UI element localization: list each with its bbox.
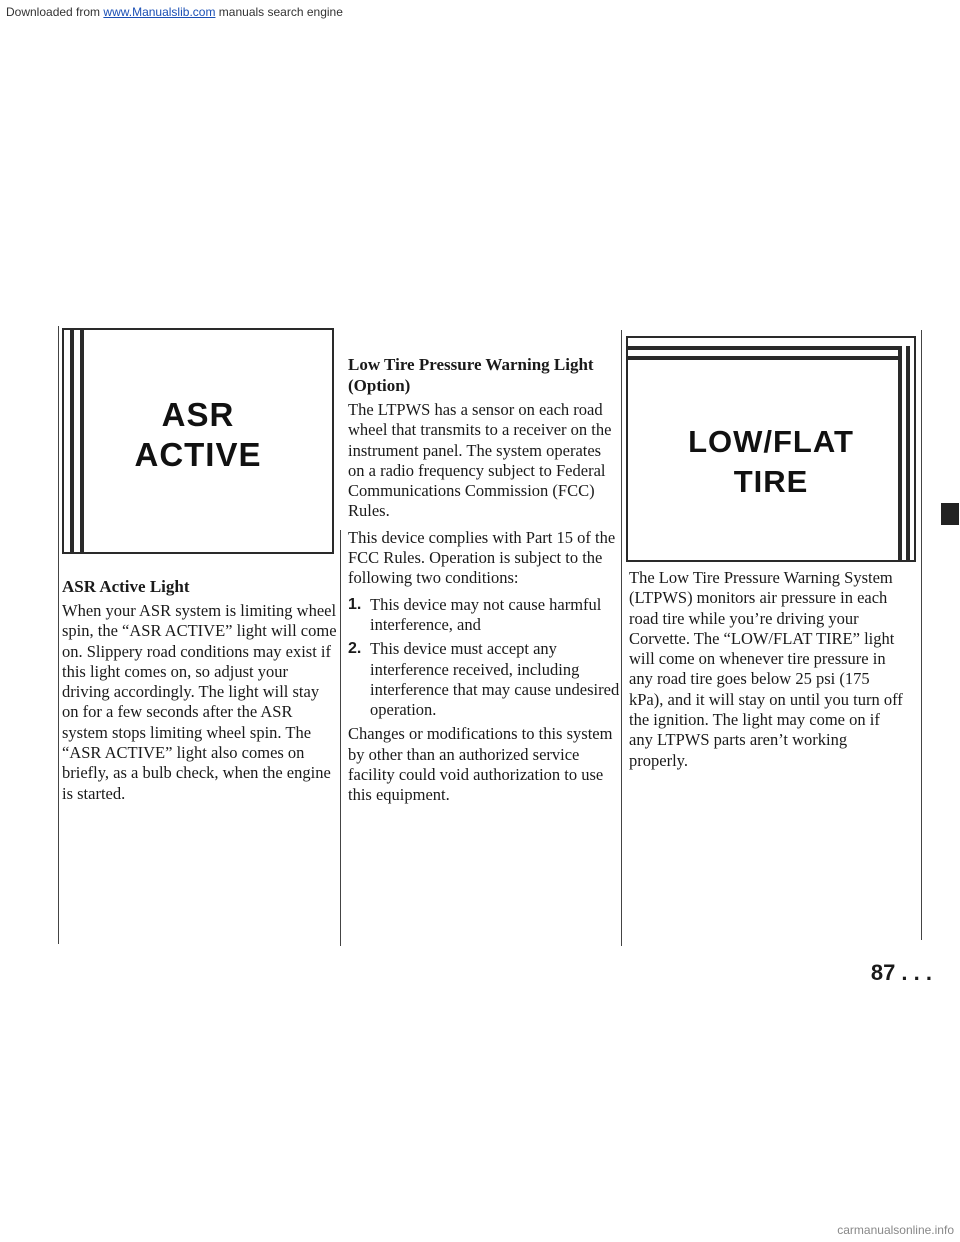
asr-active-indicator <box>62 328 334 554</box>
condition-number: 2. <box>348 640 362 658</box>
download-header <box>0 0 960 24</box>
ltpws-para1: The LTPWS has a sensor on each road wheel that transmits to a receiver on the instrument panel. The system operates on a radio frequency subject to Federal Communications Commission (FCC) Rules. <box>348 400 612 521</box>
asr-panel-line1: ASR <box>161 396 235 433</box>
lowflat-section <box>629 568 907 777</box>
lowflat-panel-line1: LOW/FLAT <box>688 424 854 459</box>
panel-bar <box>626 356 898 360</box>
condition-item <box>348 639 620 720</box>
asr-heading: ASR Active Light <box>62 577 190 596</box>
ltpws-section <box>348 354 620 812</box>
ltpws-para2: This device complies with Part 15 of the FCC Rules. Operation is subject to the following two conditions: <box>348 527 616 588</box>
section-tab-marker <box>941 503 959 525</box>
header-prefix: Downloaded from <box>6 5 101 19</box>
column-rule-left <box>58 326 59 944</box>
condition-item <box>348 595 620 636</box>
panel-bar <box>626 346 902 350</box>
ltpws-para3: Changes or modifications to this system by other than an authorized service facility could void authorization to use this equipment. <box>348 724 613 805</box>
ltpws-heading: Low Tire Pressure Warning Light (Option) <box>348 355 594 395</box>
lowflat-panel-line2: TIRE <box>733 464 809 499</box>
asr-section <box>62 576 338 810</box>
lowflat-body: The Low Tire Pressure Warning System (LTPWS) monitors air pressure in each road tire while you’re driving your Corvette. The “LOW/FLAT TIRE” light will come on whenever tire pressure in any road tire goes below 25 psi (175 kPa), and it will stay on until you turn off the ignition. The light may come on if any LTPWS parts aren’t working properly. <box>629 568 903 770</box>
column-rule-far-right <box>921 330 922 940</box>
column-rule-middle <box>340 530 341 946</box>
condition-text: This device must accept any interference received, including interference that may cause undesired operation. <box>370 639 620 720</box>
footer-watermark: carmanualsonline.info <box>837 1223 954 1237</box>
manualslib-link[interactable]: www.Manualslib.com <box>103 5 216 19</box>
low-flat-tire-indicator <box>626 336 916 562</box>
page-number: 87 . . . <box>870 960 932 985</box>
column-rule-right <box>621 330 622 946</box>
condition-number: 1. <box>348 595 362 613</box>
asr-panel-line2: ACTIVE <box>134 436 262 473</box>
header-suffix: manuals search engine <box>218 5 343 19</box>
condition-text: This device may not cause harmful interference, and <box>370 594 602 634</box>
asr-body: When your ASR system is limiting wheel spin, the “ASR ACTIVE” light will come on. Slippery road conditions may exist if this light comes on, so adjust your driving accordingly. The light will stay on for a few seconds after the ASR system stops limiting wheel spin. The “ASR ACTIVE” light also comes on briefly, as a bulb check, when the engine is started. <box>62 601 337 803</box>
